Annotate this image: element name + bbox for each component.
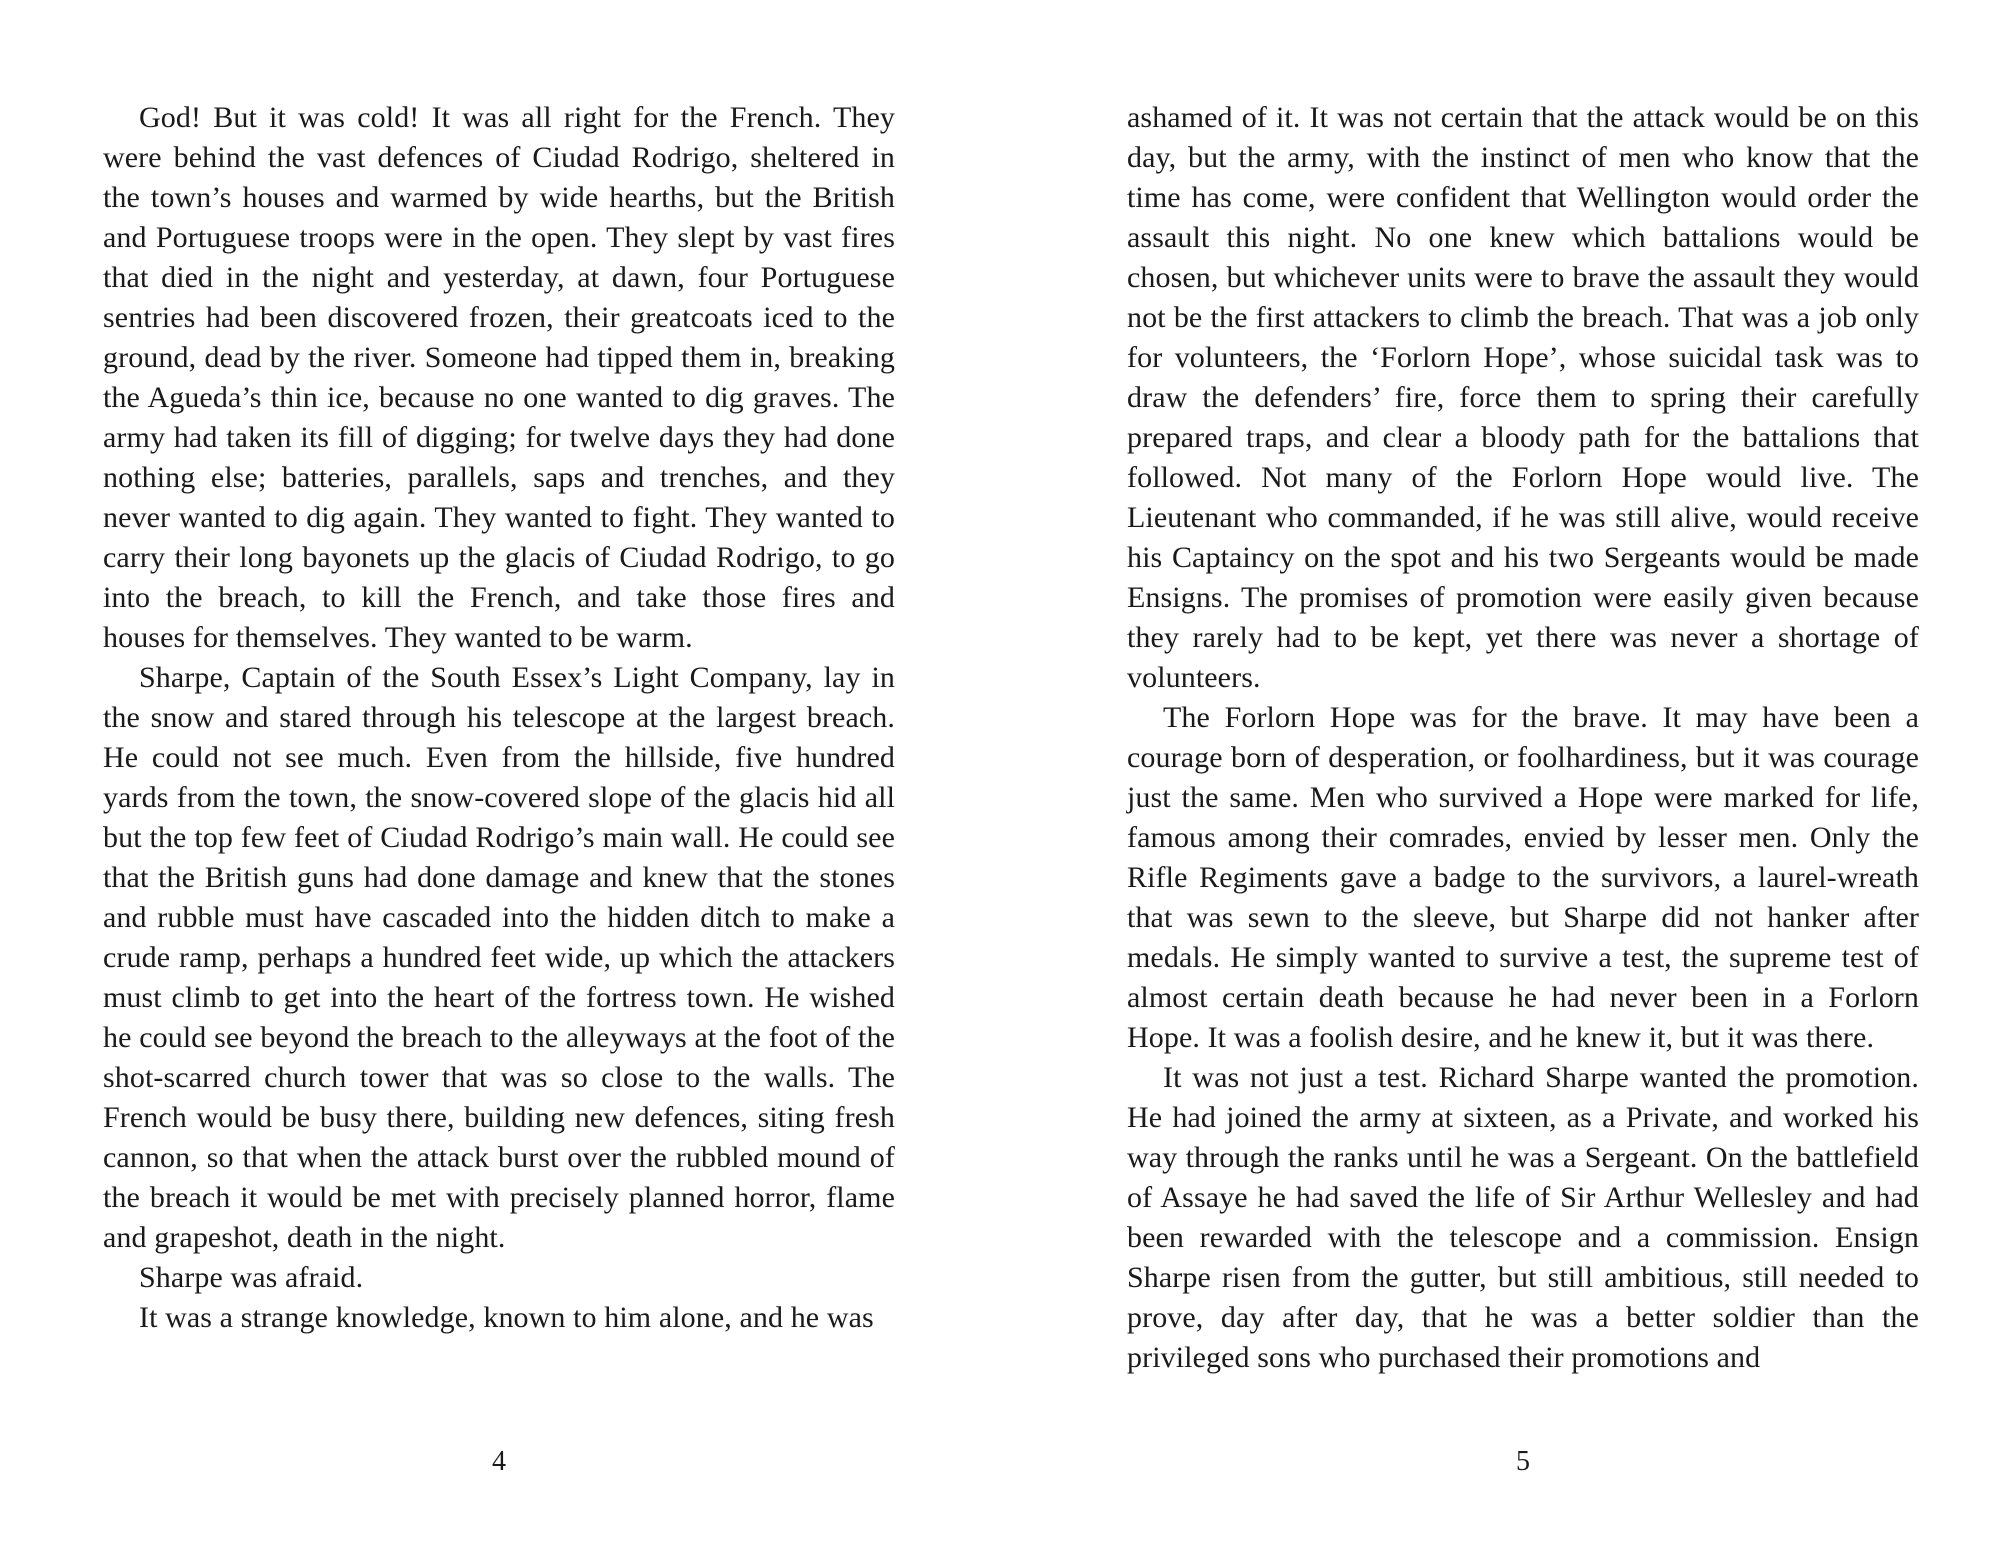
- page-number-right: 5: [1516, 1446, 1530, 1477]
- paragraph: Sharpe was afraid.: [139, 1261, 364, 1294]
- right-page-text: [1127, 98, 1919, 1378]
- right-page: [1127, 98, 1919, 1498]
- paragraph: ashamed of it. It was not certain that the attack would be on this day, but the army, with the instinct of men who know that the time has come, were confident that Wellington would order the assault this night. No one knew which battalions would be chosen, but whichever units were to brave the assault they would not be the first attackers to climb the breach. That was a job only for volunteers, the ‘Forlorn Hope’, whose suicidal task was to draw the defenders’ fire, force them to spring their carefully prepared traps, and clear a bloody path for the battalions that followed. Not many of the Forlorn Hope would live. The Lieutenant who commanded, if he was still alive, would receive his Captaincy on the spot and his two Sergeants would be made Ensigns. The promises of promotion were easily given because they rarely had to be kept, yet there was never a shortage of volunteers.: [1127, 101, 1919, 694]
- paragraph: It was a strange knowledge, known to him alone, and he was: [139, 1301, 874, 1334]
- paragraph: Sharpe, Captain of the South Essex’s Light Company, lay in the snow and stared through his telescope at the largest breach. He could not see much. Even from the hillside, five hundred yards from the town, the snow-covered slope of the glacis hid all but the top few feet of Ciudad Rodrigo’s main wall. He could see that the British guns had done damage and knew that the stones and rubble must have cascaded into the hidden ditch to make a crude ramp, perhaps a hundred feet wide, up which the attackers must climb to get into the heart of the fortress town. He wished he could see beyond the breach to the alleyways at the foot of the shot-scarred church tower that was so close to the walls. The French would be busy there, building new defences, siting fresh cannon, so that when the attack burst over the rubbled mound of the breach it would be met with precisely planned horror, flame and grapeshot, death in the night.: [103, 661, 895, 1254]
- paragraph: The Forlorn Hope was for the brave. It may have been a courage born of desperation, or foolhardiness, but it was courage just the same. Men who survived a Hope were marked for life, famous among their comrades, envied by lesser men. Only the Rifle Regiments gave a badge to the survivors, a laurel-wreath that was sewn to the sleeve, but Sharpe did not hanker after medals. He simply wanted to survive a test, the supreme test of almost certain death because he had never been in a Forlorn Hope. It was a foolish desire, and he knew it, but it was there.: [1127, 701, 1919, 1054]
- paragraph: God! But it was cold! It was all right for the French. They were behind the vast defences of Ciudad Rodrigo, sheltered in the town’s houses and warmed by wide hearths, but the British and Portuguese troops were in the open. They slept by vast fires that died in the night and yesterday, at dawn, four Portuguese sentries had been discovered frozen, their greatcoats iced to the ground, dead by the river. Someone had tipped them in, breaking the Agueda’s thin ice, because no one wanted to dig graves. The army had taken its fill of digging; for twelve days they had done nothing else; batteries, parallels, saps and trenches, and they never wanted to dig again. They wanted to fight. They wanted to carry their long bayonets up the glacis of Ciudad Rodrigo, to go into the breach, to kill the French, and take those fires and houses for themselves. They wanted to be warm.: [103, 101, 895, 654]
- paragraph: It was not just a test. Richard Sharpe wanted the promotion. He had joined the army at sixteen, as a Private, and worked his way through the ranks until he was a Sergeant. On the battlefield of Assaye he had saved the life of Sir Arthur Wellesley and had been rewarded with the telescope and a commission. Ensign Sharpe risen from the gutter, but still ambitious, still needed to prove, day after day, that he was a better soldier than the privileged sons who purchased their promotions and: [1127, 1061, 1919, 1374]
- left-page: [103, 98, 895, 1498]
- left-page-text: [103, 98, 895, 1338]
- page-number-left: 4: [492, 1446, 506, 1477]
